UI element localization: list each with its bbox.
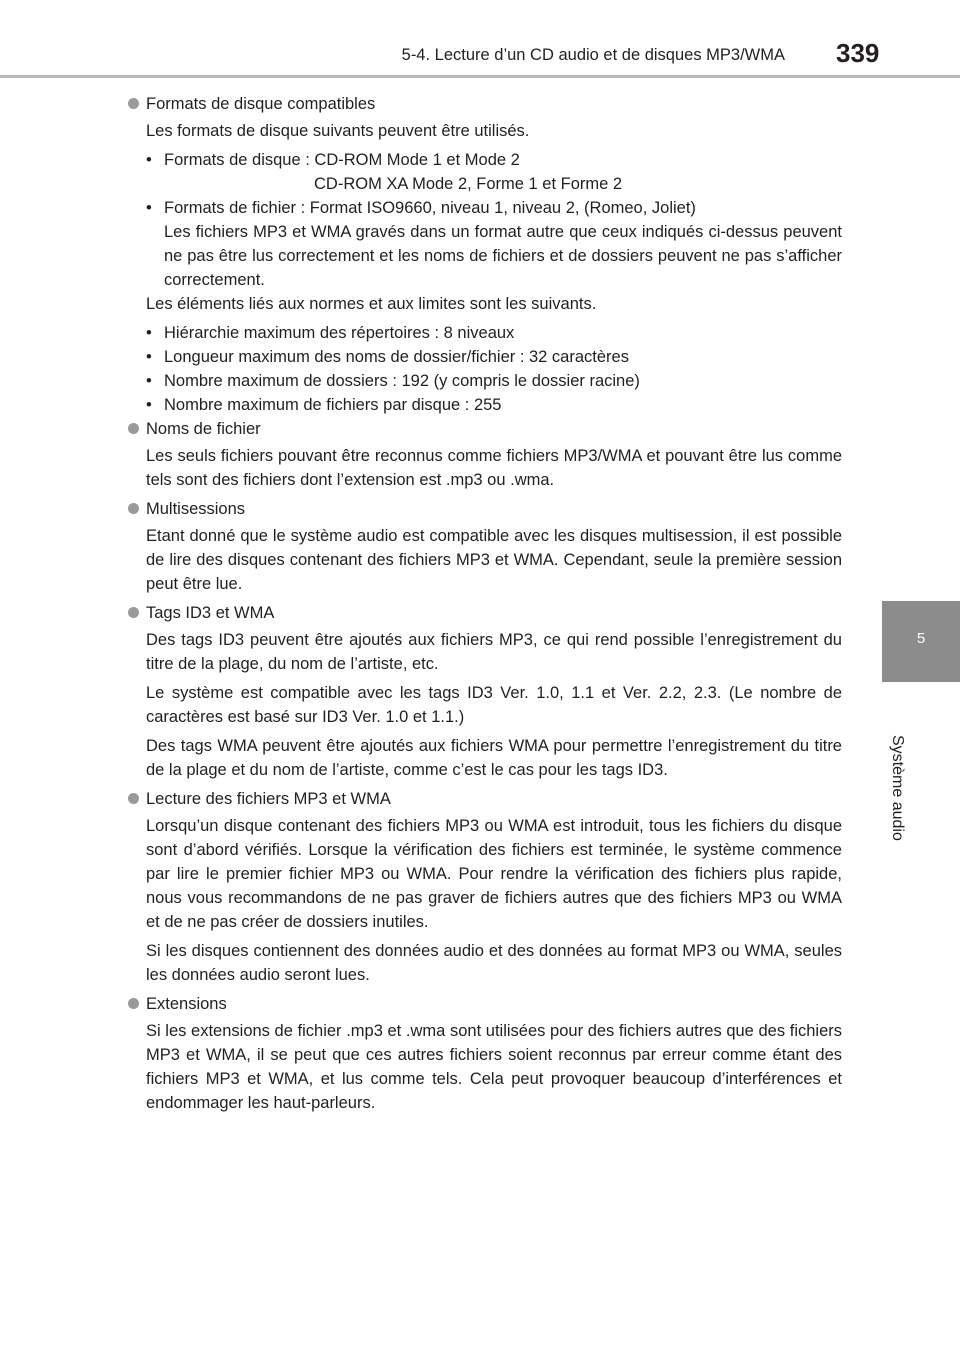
- paragraph: Etant donné que le système audio est compatible avec les disques multisession, il est possible de lire des disques contenant des fichiers MP3 et WMA. Cependant, seule la première session peut être lue.: [146, 527, 842, 593]
- list-item: • Nombre maximum de fichiers par disque : 255: [146, 393, 842, 417]
- list-item-continuation: Les fichiers MP3 et WMA gravés dans un format autre que ceux indiqués ci-dessus peuvent ne pas être lus correctement et les noms de fichiers et de dossiers peuvent ne pas s’afficher correctement.: [164, 223, 842, 289]
- list-item: • Longueur maximum des noms de dossier/fichier : 32 caractères: [146, 345, 842, 369]
- section-heading-multisessions: [128, 497, 842, 521]
- section-heading-playback: [128, 787, 842, 811]
- heading-text: Formats de disque compatibles: [146, 95, 376, 113]
- running-header: 5-4. Lecture d’un CD audio et de disques MP3/WMA: [401, 46, 785, 64]
- list-item: • Formats de fichier : Format ISO9660, niveau 1, niveau 2, (Romeo, Joliet): [146, 196, 842, 220]
- chapter-tab-number: 5: [916, 630, 926, 647]
- heading-text: Multisessions: [146, 500, 246, 518]
- bullet-dot-icon: [128, 998, 139, 1009]
- section-heading-filenames: [128, 417, 842, 441]
- section-heading-tags: [128, 601, 842, 625]
- page-content: [128, 92, 842, 1120]
- heading-text: Tags ID3 et WMA: [146, 604, 275, 622]
- list-item-continuation: CD-ROM XA Mode 2, Forme 1 et Forme 2: [314, 175, 623, 193]
- paragraph: Les formats de disque suivants peuvent être utilisés.: [146, 122, 530, 140]
- heading-text: Noms de fichier: [146, 420, 261, 438]
- header-divider: [0, 75, 960, 78]
- heading-text: Extensions: [146, 995, 227, 1013]
- paragraph: Si les disques contiennent des données audio et des données au format MP3 ou WMA, seules les données audio seront lues.: [146, 942, 842, 984]
- list-item: • Formats de disque : CD-ROM Mode 1 et Mode 2: [146, 148, 842, 172]
- paragraph: Des tags ID3 peuvent être ajoutés aux fichiers MP3, ce qui rend possible l’enregistrement du titre de la plage, du nom de l’artiste, etc.: [146, 631, 842, 673]
- bullet-dot-icon: [128, 607, 139, 618]
- list-item: • Hiérarchie maximum des répertoires : 8 niveaux: [146, 321, 842, 345]
- bullet-dot-icon: [128, 423, 139, 434]
- paragraph: Lorsqu’un disque contenant des fichiers MP3 ou WMA est introduit, tous les fichiers du disque sont d’abord vérifiés. Lorsque la vérification des fichiers est terminée, le système commence par lire le premier fichier MP3 ou WMA. Pour rendre la vérification des fichiers plus rapide, nous vous recommandons de ne pas graver de fichiers autres que des fichiers MP3 ou WMA et de ne pas créer de dossiers inutiles.: [146, 817, 842, 931]
- list-item: • Nombre maximum de dossiers : 192 (y compris le dossier racine): [146, 369, 842, 393]
- page-number: 339: [836, 38, 880, 68]
- paragraph: Les seuls fichiers pouvant être reconnus comme fichiers MP3/WMA et pouvant être lus comme tels sont des fichiers dont l’extension est .mp3 ou .wma.: [146, 447, 842, 489]
- chapter-tab-label: Système audio: [889, 735, 906, 841]
- section-heading-extensions: [128, 992, 842, 1016]
- bullet-dot-icon: [128, 503, 139, 514]
- paragraph: Le système est compatible avec les tags ID3 Ver. 1.0, 1.1 et Ver. 2.2, 2.3. (Le nombre de caractères est basé sur ID3 Ver. 1.0 et 1.1.): [146, 684, 842, 726]
- bullet-dot-icon: [128, 98, 139, 109]
- section-heading-formats: [128, 92, 842, 116]
- paragraph: Si les extensions de fichier .mp3 et .wma sont utilisées pour des fichiers autres que des fichiers MP3 et WMA, il se peut que ces autres fichiers soient reconnus par erreur comme étant des fichiers MP3 et WMA, et lus comme tels. Cela peut provoquer beaucoup d’interférences et endommager les haut-parleurs.: [146, 1022, 842, 1112]
- paragraph: Des tags WMA peuvent être ajoutés aux fichiers WMA pour permettre l’enregistrement du titre de la plage et du nom de l’artiste, comme c’est le cas pour les tags ID3.: [146, 737, 842, 779]
- paragraph: Les éléments liés aux normes et aux limites sont les suivants.: [146, 295, 597, 313]
- bullet-dot-icon: [128, 793, 139, 804]
- heading-text: Lecture des fichiers MP3 et WMA: [146, 790, 391, 808]
